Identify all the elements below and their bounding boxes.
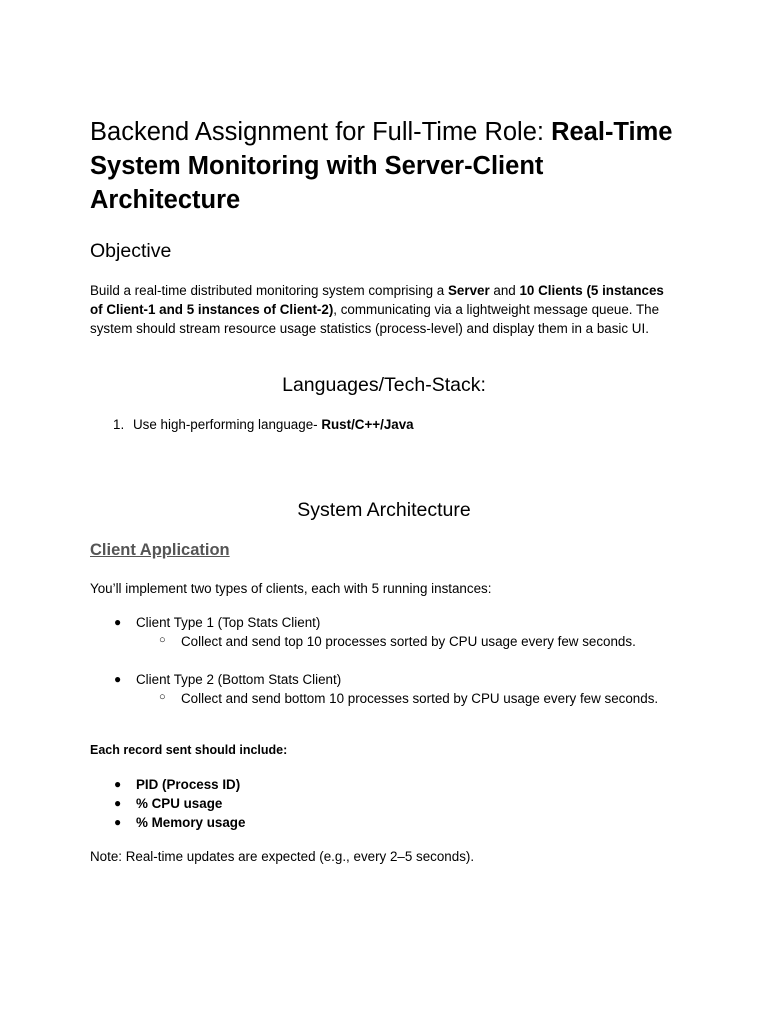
document-title <box>90 115 690 217</box>
objective-server: Server <box>447 283 490 298</box>
record-item-cpu: % CPU usage <box>136 796 223 811</box>
list-number: 1. <box>113 417 125 432</box>
objective-heading: Objective <box>90 240 172 262</box>
bullet-icon: ● <box>114 815 122 829</box>
client-type-2-detail: Collect and send bottom 10 processes sorted by CPU usage every few seconds. <box>181 691 659 706</box>
record-heading: Each record sent should include: <box>90 743 288 757</box>
architecture-intro: You’ll implement two types of clients, each with 5 running instances: <box>90 581 492 596</box>
sub-bullet-icon: ○ <box>159 634 166 646</box>
architecture-heading: System Architecture <box>297 499 471 521</box>
objective-and: and <box>489 283 520 298</box>
record-item-pid: PID (Process ID) <box>136 777 241 792</box>
title-regular: Backend Assignment for Full-Time Role: <box>90 118 552 146</box>
objective-clients: 10 Clients (5 instances of Client-1 and 5 instances of Client-2) <box>90 283 664 317</box>
record-item-memory: % Memory usage <box>136 815 246 830</box>
objective-paragraph <box>90 281 680 338</box>
languages-item-bold: Rust/C++/Java <box>321 417 414 432</box>
client-type-1: Client Type 1 (Top Stats Client) <box>136 615 321 630</box>
languages-list-item <box>113 415 673 434</box>
bullet-icon: ● <box>114 615 122 629</box>
objective-text-2: , communicating via a lightweight message queue. The system should stream resource usage statistics (process-level) and display them in a basic UI. <box>90 302 660 336</box>
bullet-icon: ● <box>114 796 122 810</box>
bullet-icon: ● <box>114 672 122 686</box>
title-bold: Real-Time System Monitoring with Server-Client Architecture <box>90 118 673 214</box>
client-application-heading: Client Application <box>90 541 230 559</box>
client-type-1-detail: Collect and send top 10 processes sorted by CPU usage every few seconds. <box>181 634 636 649</box>
languages-heading: Languages/Tech-Stack: <box>282 374 486 396</box>
bullet-icon: ● <box>114 777 122 791</box>
sub-bullet-icon: ○ <box>159 691 166 703</box>
client-type-2: Client Type 2 (Bottom Stats Client) <box>136 672 342 687</box>
languages-item-text: Use high-performing language- <box>133 417 322 432</box>
note-text: Note: Real-time updates are expected (e.g., every 2–5 seconds). <box>90 849 475 864</box>
objective-text-1: Build a real-time distributed monitoring system comprising a <box>90 283 448 298</box>
